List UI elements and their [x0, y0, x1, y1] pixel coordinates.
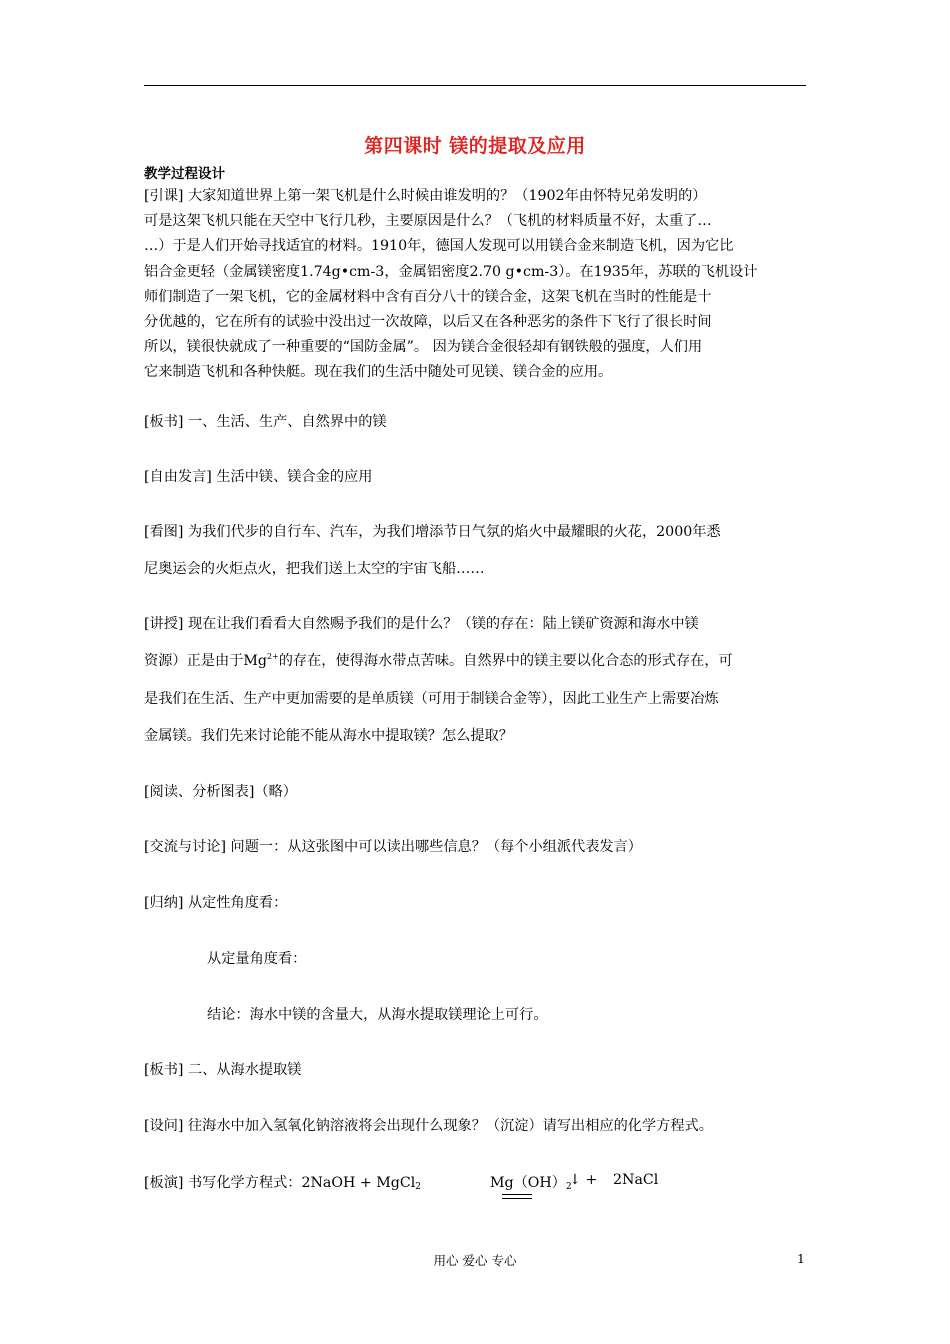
lecture-line-3: 是我们在生活、生产中更加需要的是单质镁（可用于制镁合金等），因此工业生产上需要冶炼	[144, 691, 719, 707]
board-note-2: [板书] 二、从海水提取镁	[144, 1062, 302, 1078]
conclusion: 结论：海水中镁的含量大，从海水提取镁理论上可行。	[207, 1007, 548, 1023]
look-picture-line-2: 尼奥运会的火炬点火，把我们送上太空的宇宙飞船……	[144, 561, 485, 577]
lecture-line-2-a: 资源）正是由于Mg	[144, 653, 267, 669]
mgcl2-subscript: 2	[415, 1182, 422, 1192]
equation-yield-sign	[502, 1194, 532, 1199]
summary-qualitative: [归纳] 从定性角度看：	[144, 895, 288, 911]
lesson-title: 第四课时 镁的提取及应用	[364, 135, 586, 157]
oh2-subscript: 2	[566, 1182, 572, 1192]
lecture-line-4: 金属镁。我们先来讨论能不能从海水中提取镁？怎么提取？	[144, 728, 513, 744]
section-heading: 教学过程设计	[144, 166, 225, 182]
intro-line: …）于是人们开始寻找适宜的材料。1910年，德国人发现可以用镁合金来制造飞机，因为它比	[144, 238, 734, 255]
header-rule	[144, 85, 806, 86]
equation-reactants: [板演] 书写化学方程式：2NaOH + MgCl$_2$	[144, 1175, 422, 1192]
intro-line: 铝合金更轻（金属镁密度1.74g•cm-3，金属铝密度2.70 g•cm-3）。在1935年，苏联的飞机设计	[144, 263, 758, 280]
board-note-1: [板书] 一、生活、生产、自然界中的镁	[144, 414, 387, 430]
intro-line: 分优越的，它在所有的试验中没出过一次故障，以后又在各种恶劣的条件下飞行了很长时间	[144, 313, 712, 330]
page-number: 1	[797, 1251, 805, 1266]
intro-paragraph	[144, 184, 808, 386]
intro-line: [引课] 大家知道世界上第一架飞机是什么时候由谁发明的？（1902年由怀特兄弟发明的）	[144, 188, 707, 204]
equation-product-1: $Mg(OH)_2$	[490, 1175, 572, 1192]
intro-line: 师们制造了一架飞机，它的金属材料中含有百分八十的镁合金，这架飞机在当时的性能是十	[144, 288, 712, 305]
reading-note: [阅读、分析图表]（略）	[144, 784, 297, 800]
lecture-line-1: [讲授] 现在让我们看看大自然赐予我们的是什么？（镁的存在：陆上镁矿资源和海水中镁	[144, 616, 699, 632]
lecture-line-2-b: 的存在，使得海水带点苦味。自然界中的镁主要以化合态的形式存在，可	[278, 653, 733, 669]
equation-product-2: 2NaCl	[613, 1172, 659, 1188]
discussion: [交流与讨论] 问题一：从这张图中可以读出哪些信息？（每个小组派代表发言）	[144, 839, 642, 855]
intro-line: 所以，镁很快就成了一种重要的“国防金属”。 因为镁合金很轻却有钢铁般的强度，人们用	[144, 339, 703, 356]
intro-line: 可是这架飞机只能在天空中飞行几秒，主要原因是什么？（飞机的材料质量不好，太重了…	[144, 213, 712, 230]
equation-arrow-plus: ↓ +	[569, 1172, 598, 1188]
summary-quantitative: 从定量角度看：	[207, 951, 307, 967]
intro-line: 它来制造飞机和各种快艇。现在我们的生活中随处可见镁、镁合金的应用。	[144, 364, 613, 381]
mg-charge: 2+	[266, 652, 279, 661]
lecture-line-2	[144, 650, 733, 670]
page-footer: 用心 爱心 专心	[433, 1253, 517, 1268]
free-talk: [自由发言] 生活中镁、镁合金的应用	[144, 469, 373, 485]
question: [设问] 往海水中加入氢氧化钠溶液将会出现什么现象？（沉淀）请写出相应的化学方程式。	[144, 1118, 713, 1134]
look-picture-line-1: [看图] 为我们代步的自行车、汽车，为我们增添节日气氛的焰火中最耀眼的火花，2000年悉	[144, 524, 721, 540]
